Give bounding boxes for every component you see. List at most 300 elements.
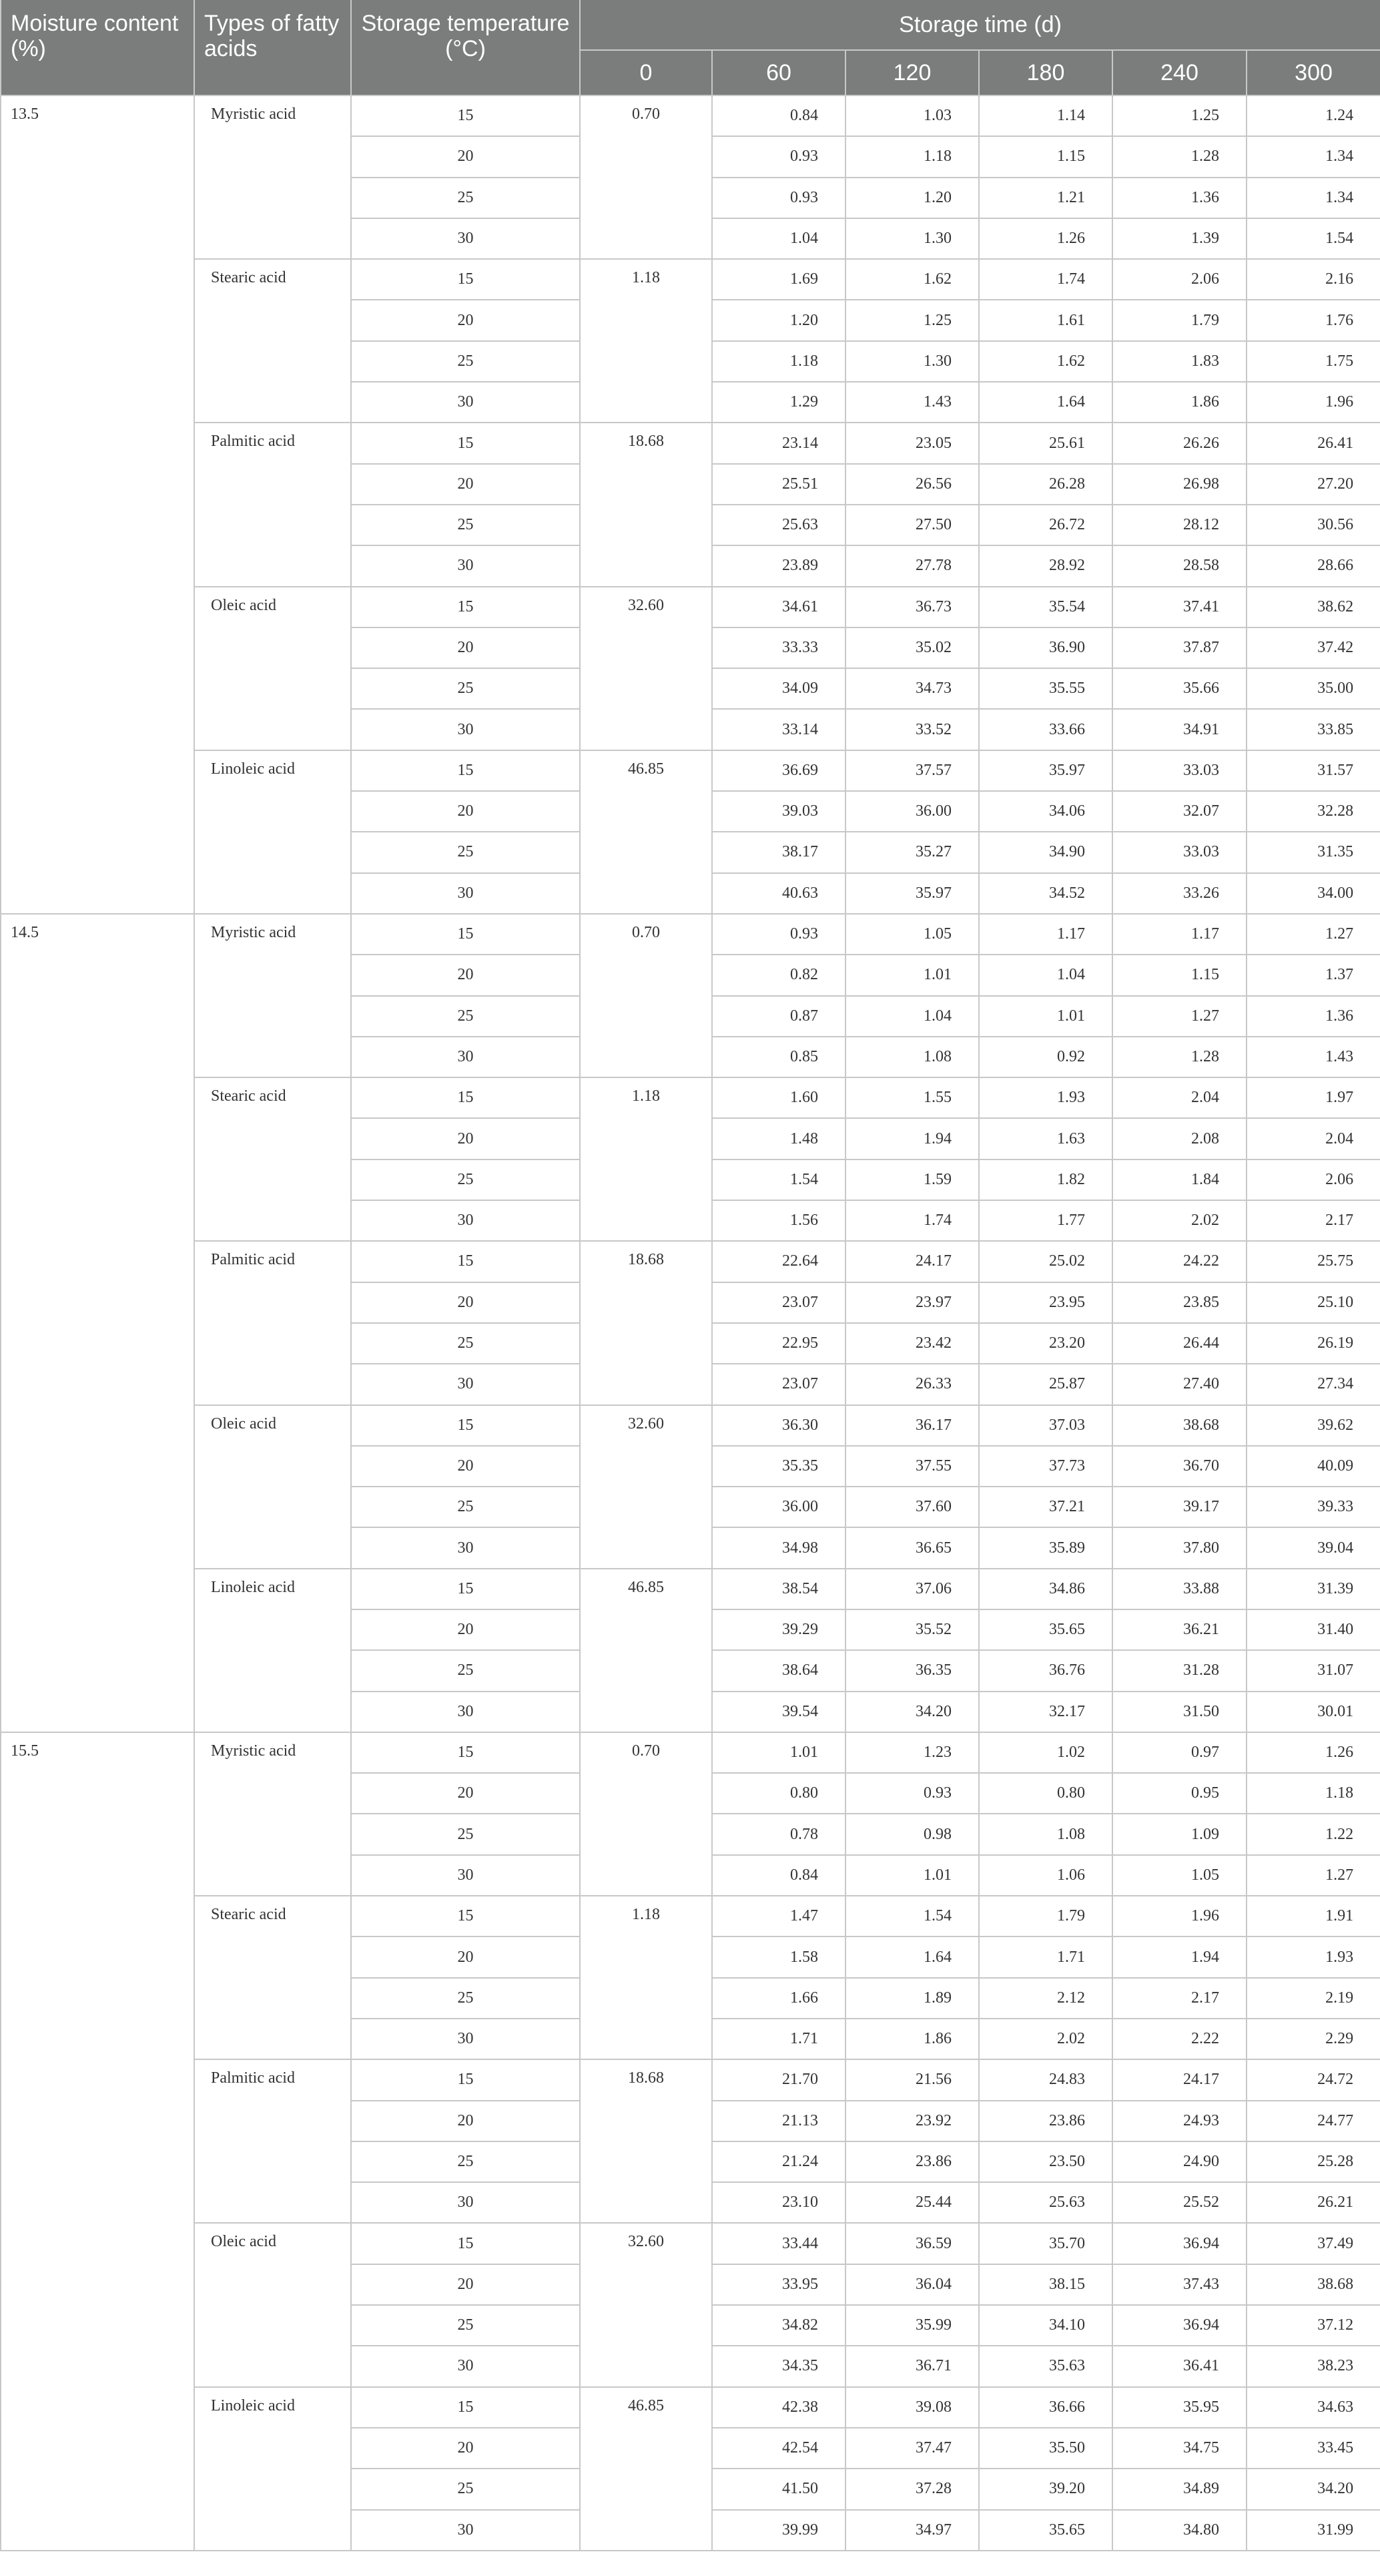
value-cell: 36.70 <box>1112 1446 1247 1487</box>
moisture-cell: 14.5 <box>1 914 194 1732</box>
initial-value-cell: 18.68 <box>580 1241 712 1404</box>
initial-value-cell: 18.68 <box>580 2059 712 2223</box>
value-cell: 26.26 <box>1112 423 1247 463</box>
value-cell: 27.50 <box>845 505 979 545</box>
initial-value-cell: 18.68 <box>580 423 712 586</box>
initial-value-cell: 0.70 <box>580 914 712 1077</box>
temperature-cell: 15 <box>351 2387 580 2428</box>
temperature-cell: 20 <box>351 627 580 668</box>
temperature-cell: 25 <box>351 668 580 709</box>
value-cell: 24.93 <box>1112 2101 1247 2141</box>
acid-name-cell: Oleic acid <box>194 587 351 750</box>
value-cell: 37.55 <box>845 1446 979 1487</box>
acid-name-cell: Myristic acid <box>194 95 351 259</box>
value-cell: 28.58 <box>1112 545 1247 586</box>
value-cell: 35.52 <box>845 1609 979 1650</box>
value-cell: 1.66 <box>712 1978 845 2019</box>
value-cell: 22.95 <box>712 1323 845 1364</box>
initial-value-cell: 1.18 <box>580 259 712 423</box>
initial-value-cell: 1.18 <box>580 1896 712 2059</box>
value-cell: 35.02 <box>845 627 979 668</box>
value-cell: 40.63 <box>712 873 845 914</box>
value-cell: 21.56 <box>845 2059 979 2100</box>
temperature-cell: 25 <box>351 2469 580 2509</box>
value-cell: 39.17 <box>1112 1487 1247 1527</box>
value-cell: 23.86 <box>979 2101 1112 2141</box>
temperature-cell: 25 <box>351 1978 580 2019</box>
value-cell: 1.83 <box>1112 341 1247 382</box>
value-cell: 39.62 <box>1247 1405 1380 1446</box>
value-cell: 27.78 <box>845 545 979 586</box>
value-cell: 1.04 <box>845 996 979 1037</box>
temperature-cell: 30 <box>351 218 580 259</box>
value-cell: 1.27 <box>1112 996 1247 1037</box>
value-cell: 34.91 <box>1112 709 1247 750</box>
value-cell: 1.94 <box>845 1118 979 1159</box>
value-cell: 1.01 <box>712 1732 845 1773</box>
value-cell: 36.73 <box>845 587 979 627</box>
value-cell: 26.33 <box>845 1364 979 1404</box>
value-cell: 1.74 <box>845 1200 979 1241</box>
value-cell: 34.73 <box>845 668 979 709</box>
value-cell: 23.95 <box>979 1282 1112 1323</box>
value-cell: 24.77 <box>1247 2101 1380 2141</box>
value-cell: 1.28 <box>1112 136 1247 177</box>
temperature-cell: 15 <box>351 914 580 955</box>
value-cell: 1.48 <box>712 1118 845 1159</box>
value-cell: 1.25 <box>845 300 979 340</box>
header-temperature: Storage temperature (°C) <box>351 0 580 95</box>
value-cell: 23.20 <box>979 1323 1112 1364</box>
value-cell: 33.03 <box>1112 832 1247 872</box>
value-cell: 34.90 <box>979 832 1112 872</box>
value-cell: 25.28 <box>1247 2141 1380 2182</box>
value-cell: 36.59 <box>845 2223 979 2264</box>
value-cell: 37.21 <box>979 1487 1112 1527</box>
acid-name-cell: Linoleic acid <box>194 750 351 914</box>
value-cell: 35.95 <box>1112 2387 1247 2428</box>
temperature-cell: 30 <box>351 709 580 750</box>
value-cell: 35.89 <box>979 1527 1112 1568</box>
value-cell: 35.99 <box>845 2305 979 2346</box>
value-cell: 1.54 <box>845 1896 979 1937</box>
value-cell: 2.12 <box>979 1978 1112 2019</box>
value-cell: 34.20 <box>1247 2469 1380 2509</box>
value-cell: 38.68 <box>1112 1405 1247 1446</box>
initial-value-cell: 46.85 <box>580 2387 712 2551</box>
value-cell: 23.86 <box>845 2141 979 2182</box>
value-cell: 1.82 <box>979 1160 1112 1200</box>
value-cell: 2.16 <box>1247 259 1380 300</box>
temperature-cell: 25 <box>351 341 580 382</box>
value-cell: 2.06 <box>1112 259 1247 300</box>
acid-name-cell: Oleic acid <box>194 2223 351 2386</box>
temperature-cell: 15 <box>351 587 580 627</box>
temperature-cell: 30 <box>351 2182 580 2223</box>
value-cell: 26.44 <box>1112 1323 1247 1364</box>
temperature-cell: 30 <box>351 1855 580 1896</box>
temperature-cell: 30 <box>351 2510 580 2551</box>
value-cell: 25.10 <box>1247 1282 1380 1323</box>
value-cell: 33.52 <box>845 709 979 750</box>
value-cell: 30.01 <box>1247 1692 1380 1732</box>
temperature-cell: 30 <box>351 1692 580 1732</box>
value-cell: 1.26 <box>1247 1732 1380 1773</box>
temperature-cell: 20 <box>351 2101 580 2141</box>
temperature-cell: 15 <box>351 2223 580 2264</box>
value-cell: 31.40 <box>1247 1609 1380 1650</box>
value-cell: 25.02 <box>979 1241 1112 1282</box>
table-row <box>1 1896 1380 1937</box>
value-cell: 35.63 <box>979 2346 1112 2386</box>
value-cell: 0.82 <box>712 955 845 995</box>
value-cell: 1.43 <box>845 382 979 423</box>
initial-value-cell: 32.60 <box>580 2223 712 2386</box>
table-row <box>1 259 1380 300</box>
value-cell: 25.51 <box>712 464 845 505</box>
table-row <box>1 1241 1380 1282</box>
value-cell: 1.71 <box>712 2019 845 2059</box>
value-cell: 2.02 <box>979 2019 1112 2059</box>
value-cell: 1.30 <box>845 218 979 259</box>
table-header <box>1 0 1380 95</box>
value-cell: 38.64 <box>712 1650 845 1691</box>
table-row <box>1 1405 1380 1446</box>
value-cell: 39.08 <box>845 2387 979 2428</box>
value-cell: 34.52 <box>979 873 1112 914</box>
value-cell: 26.21 <box>1247 2182 1380 2223</box>
value-cell: 37.28 <box>845 2469 979 2509</box>
value-cell: 1.86 <box>845 2019 979 2059</box>
value-cell: 1.54 <box>1247 218 1380 259</box>
value-cell: 39.54 <box>712 1692 845 1732</box>
value-cell: 37.47 <box>845 2428 979 2469</box>
value-cell: 37.06 <box>845 1569 979 1609</box>
value-cell: 34.98 <box>712 1527 845 1568</box>
temperature-cell: 15 <box>351 1569 580 1609</box>
value-cell: 1.43 <box>1247 1037 1380 1077</box>
temperature-cell: 20 <box>351 955 580 995</box>
value-cell: 24.17 <box>845 1241 979 1282</box>
temperature-cell: 20 <box>351 136 580 177</box>
value-cell: 31.50 <box>1112 1692 1247 1732</box>
value-cell: 35.54 <box>979 587 1112 627</box>
value-cell: 1.77 <box>979 1200 1112 1241</box>
value-cell: 1.84 <box>1112 1160 1247 1200</box>
value-cell: 1.21 <box>979 178 1112 218</box>
value-cell: 2.29 <box>1247 2019 1380 2059</box>
acid-name-cell: Linoleic acid <box>194 2387 351 2551</box>
acid-name-cell: Palmitic acid <box>194 2059 351 2223</box>
table-row <box>1 750 1380 791</box>
value-cell: 34.63 <box>1247 2387 1380 2428</box>
temperature-cell: 25 <box>351 178 580 218</box>
temperature-cell: 25 <box>351 1650 580 1691</box>
value-cell: 1.34 <box>1247 136 1380 177</box>
initial-value-cell: 46.85 <box>580 1569 712 1732</box>
value-cell: 1.17 <box>979 914 1112 955</box>
value-cell: 1.34 <box>1247 178 1380 218</box>
initial-value-cell: 32.60 <box>580 1405 712 1569</box>
value-cell: 37.41 <box>1112 587 1247 627</box>
value-cell: 25.63 <box>712 505 845 545</box>
value-cell: 23.10 <box>712 2182 845 2223</box>
value-cell: 1.37 <box>1247 955 1380 995</box>
value-cell: 36.71 <box>845 2346 979 2386</box>
value-cell: 2.06 <box>1247 1160 1380 1200</box>
value-cell: 34.00 <box>1247 873 1380 914</box>
value-cell: 35.35 <box>712 1446 845 1487</box>
value-cell: 35.27 <box>845 832 979 872</box>
value-cell: 1.60 <box>712 1077 845 1118</box>
value-cell: 1.14 <box>979 95 1112 136</box>
value-cell: 1.96 <box>1247 382 1380 423</box>
value-cell: 28.92 <box>979 545 1112 586</box>
temperature-cell: 30 <box>351 545 580 586</box>
value-cell: 2.08 <box>1112 1118 1247 1159</box>
value-cell: 31.28 <box>1112 1650 1247 1691</box>
value-cell: 1.15 <box>979 136 1112 177</box>
value-cell: 33.26 <box>1112 873 1247 914</box>
header-acid-type: Types of fatty acids <box>194 0 351 95</box>
value-cell: 41.50 <box>712 2469 845 2509</box>
value-cell: 37.49 <box>1247 2223 1380 2264</box>
value-cell: 39.20 <box>979 2469 1112 2509</box>
value-cell: 34.06 <box>979 791 1112 832</box>
value-cell: 25.63 <box>979 2182 1112 2223</box>
value-cell: 37.42 <box>1247 627 1380 668</box>
value-cell: 1.58 <box>712 1937 845 1977</box>
table-row <box>1 95 1380 136</box>
temperature-cell: 20 <box>351 1282 580 1323</box>
value-cell: 34.82 <box>712 2305 845 2346</box>
value-cell: 1.54 <box>712 1160 845 1200</box>
value-cell: 37.43 <box>1112 2264 1247 2305</box>
value-cell: 37.12 <box>1247 2305 1380 2346</box>
header-moisture: Moisture content (%) <box>1 0 194 95</box>
header-day: 180 <box>979 50 1112 95</box>
value-cell: 34.35 <box>712 2346 845 2386</box>
value-cell: 26.19 <box>1247 1323 1380 1364</box>
temperature-cell: 25 <box>351 1814 580 1854</box>
value-cell: 36.94 <box>1112 2223 1247 2264</box>
value-cell: 36.76 <box>979 1650 1112 1691</box>
value-cell: 1.93 <box>1247 1937 1380 1977</box>
value-cell: 32.17 <box>979 1692 1112 1732</box>
value-cell: 1.26 <box>979 218 1112 259</box>
value-cell: 1.47 <box>712 1896 845 1937</box>
temperature-cell: 25 <box>351 505 580 545</box>
value-cell: 0.97 <box>1112 1732 1247 1773</box>
header-day: 240 <box>1112 50 1247 95</box>
value-cell: 37.60 <box>845 1487 979 1527</box>
value-cell: 33.44 <box>712 2223 845 2264</box>
table-row <box>1 1569 1380 1609</box>
value-cell: 1.15 <box>1112 955 1247 995</box>
value-cell: 1.05 <box>845 914 979 955</box>
value-cell: 2.22 <box>1112 2019 1247 2059</box>
value-cell: 35.97 <box>845 873 979 914</box>
value-cell: 1.86 <box>1112 382 1247 423</box>
acid-name-cell: Stearic acid <box>194 1896 351 2059</box>
value-cell: 40.09 <box>1247 1446 1380 1487</box>
value-cell: 1.01 <box>979 996 1112 1037</box>
table-row <box>1 2223 1380 2264</box>
value-cell: 35.66 <box>1112 668 1247 709</box>
value-cell: 1.97 <box>1247 1077 1380 1118</box>
value-cell: 34.20 <box>845 1692 979 1732</box>
value-cell: 33.66 <box>979 709 1112 750</box>
value-cell: 1.08 <box>979 1814 1112 1854</box>
value-cell: 34.09 <box>712 668 845 709</box>
temperature-cell: 20 <box>351 2264 580 2305</box>
value-cell: 1.71 <box>979 1937 1112 1977</box>
value-cell: 2.17 <box>1112 1978 1247 2019</box>
value-cell: 21.13 <box>712 2101 845 2141</box>
header-day: 0 <box>580 50 712 95</box>
value-cell: 1.20 <box>712 300 845 340</box>
value-cell: 21.24 <box>712 2141 845 2182</box>
value-cell: 38.68 <box>1247 2264 1380 2305</box>
temperature-cell: 15 <box>351 1077 580 1118</box>
value-cell: 38.17 <box>712 832 845 872</box>
value-cell: 33.33 <box>712 627 845 668</box>
acid-name-cell: Myristic acid <box>194 914 351 1077</box>
value-cell: 30.56 <box>1247 505 1380 545</box>
value-cell: 35.70 <box>979 2223 1112 2264</box>
value-cell: 24.90 <box>1112 2141 1247 2182</box>
value-cell: 39.04 <box>1247 1527 1380 1568</box>
temperature-cell: 30 <box>351 1200 580 1241</box>
value-cell: 1.36 <box>1112 178 1247 218</box>
acid-name-cell: Oleic acid <box>194 1405 351 1569</box>
temperature-cell: 15 <box>351 259 580 300</box>
value-cell: 23.05 <box>845 423 979 463</box>
value-cell: 1.01 <box>845 955 979 995</box>
temperature-cell: 30 <box>351 1364 580 1404</box>
value-cell: 1.69 <box>712 259 845 300</box>
value-cell: 27.40 <box>1112 1364 1247 1404</box>
value-cell: 0.93 <box>712 178 845 218</box>
value-cell: 0.98 <box>845 1814 979 1854</box>
initial-value-cell: 1.18 <box>580 1077 712 1241</box>
value-cell: 36.30 <box>712 1405 845 1446</box>
acid-name-cell: Myristic acid <box>194 1732 351 1896</box>
moisture-cell: 15.5 <box>1 1732 194 2551</box>
temperature-cell: 20 <box>351 1609 580 1650</box>
value-cell: 33.14 <box>712 709 845 750</box>
temperature-cell: 25 <box>351 2141 580 2182</box>
value-cell: 1.23 <box>845 1732 979 1773</box>
value-cell: 24.17 <box>1112 2059 1247 2100</box>
value-cell: 1.75 <box>1247 341 1380 382</box>
temperature-cell: 20 <box>351 464 580 505</box>
value-cell: 0.84 <box>712 1855 845 1896</box>
value-cell: 39.33 <box>1247 1487 1380 1527</box>
temperature-cell: 15 <box>351 1896 580 1937</box>
header-day: 60 <box>712 50 845 95</box>
value-cell: 34.97 <box>845 2510 979 2551</box>
value-cell: 26.28 <box>979 464 1112 505</box>
value-cell: 39.03 <box>712 791 845 832</box>
value-cell: 1.02 <box>979 1732 1112 1773</box>
acid-name-cell: Palmitic acid <box>194 423 351 586</box>
value-cell: 23.07 <box>712 1364 845 1404</box>
temperature-cell: 20 <box>351 1773 580 1814</box>
value-cell: 37.03 <box>979 1405 1112 1446</box>
temperature-cell: 30 <box>351 1037 580 1077</box>
table-row <box>1 1077 1380 1118</box>
value-cell: 23.14 <box>712 423 845 463</box>
table-row <box>1 2059 1380 2100</box>
acid-name-cell: Linoleic acid <box>194 1569 351 1732</box>
value-cell: 2.19 <box>1247 1978 1380 2019</box>
temperature-cell: 30 <box>351 2019 580 2059</box>
temperature-cell: 20 <box>351 2428 580 2469</box>
value-cell: 32.07 <box>1112 791 1247 832</box>
value-cell: 33.88 <box>1112 1569 1247 1609</box>
value-cell: 36.90 <box>979 627 1112 668</box>
value-cell: 1.89 <box>845 1978 979 2019</box>
value-cell: 23.07 <box>712 1282 845 1323</box>
value-cell: 31.35 <box>1247 832 1380 872</box>
temperature-cell: 15 <box>351 2059 580 2100</box>
value-cell: 25.44 <box>845 2182 979 2223</box>
value-cell: 36.65 <box>845 1527 979 1568</box>
value-cell: 33.45 <box>1247 2428 1380 2469</box>
value-cell: 33.85 <box>1247 709 1380 750</box>
table-body <box>1 95 1380 2551</box>
header-storage-time: Storage time (d) <box>580 0 1380 50</box>
value-cell: 1.61 <box>979 300 1112 340</box>
acid-name-cell: Stearic acid <box>194 259 351 423</box>
value-cell: 1.04 <box>979 955 1112 995</box>
value-cell: 36.41 <box>1112 2346 1247 2386</box>
value-cell: 0.93 <box>712 136 845 177</box>
value-cell: 1.09 <box>1112 1814 1247 1854</box>
temperature-cell: 15 <box>351 1732 580 1773</box>
value-cell: 1.06 <box>979 1855 1112 1896</box>
value-cell: 38.15 <box>979 2264 1112 2305</box>
value-cell: 1.79 <box>1112 300 1247 340</box>
value-cell: 33.03 <box>1112 750 1247 791</box>
table-row <box>1 1732 1380 1773</box>
value-cell: 1.79 <box>979 1896 1112 1937</box>
temperature-cell: 25 <box>351 1323 580 1364</box>
value-cell: 24.72 <box>1247 2059 1380 2100</box>
temperature-cell: 15 <box>351 1405 580 1446</box>
value-cell: 1.01 <box>845 1855 979 1896</box>
value-cell: 1.76 <box>1247 300 1380 340</box>
value-cell: 35.50 <box>979 2428 1112 2469</box>
value-cell: 2.02 <box>1112 1200 1247 1241</box>
value-cell: 1.63 <box>979 1118 1112 1159</box>
value-cell: 0.95 <box>1112 1773 1247 1814</box>
value-cell: 39.29 <box>712 1609 845 1650</box>
value-cell: 36.21 <box>1112 1609 1247 1650</box>
value-cell: 37.57 <box>845 750 979 791</box>
value-cell: 2.04 <box>1247 1118 1380 1159</box>
value-cell: 1.64 <box>979 382 1112 423</box>
value-cell: 42.38 <box>712 2387 845 2428</box>
value-cell: 28.12 <box>1112 505 1247 545</box>
temperature-cell: 25 <box>351 1487 580 1527</box>
value-cell: 0.80 <box>979 1773 1112 1814</box>
temperature-cell: 20 <box>351 300 580 340</box>
temperature-cell: 15 <box>351 423 580 463</box>
value-cell: 36.00 <box>712 1487 845 1527</box>
value-cell: 34.10 <box>979 2305 1112 2346</box>
